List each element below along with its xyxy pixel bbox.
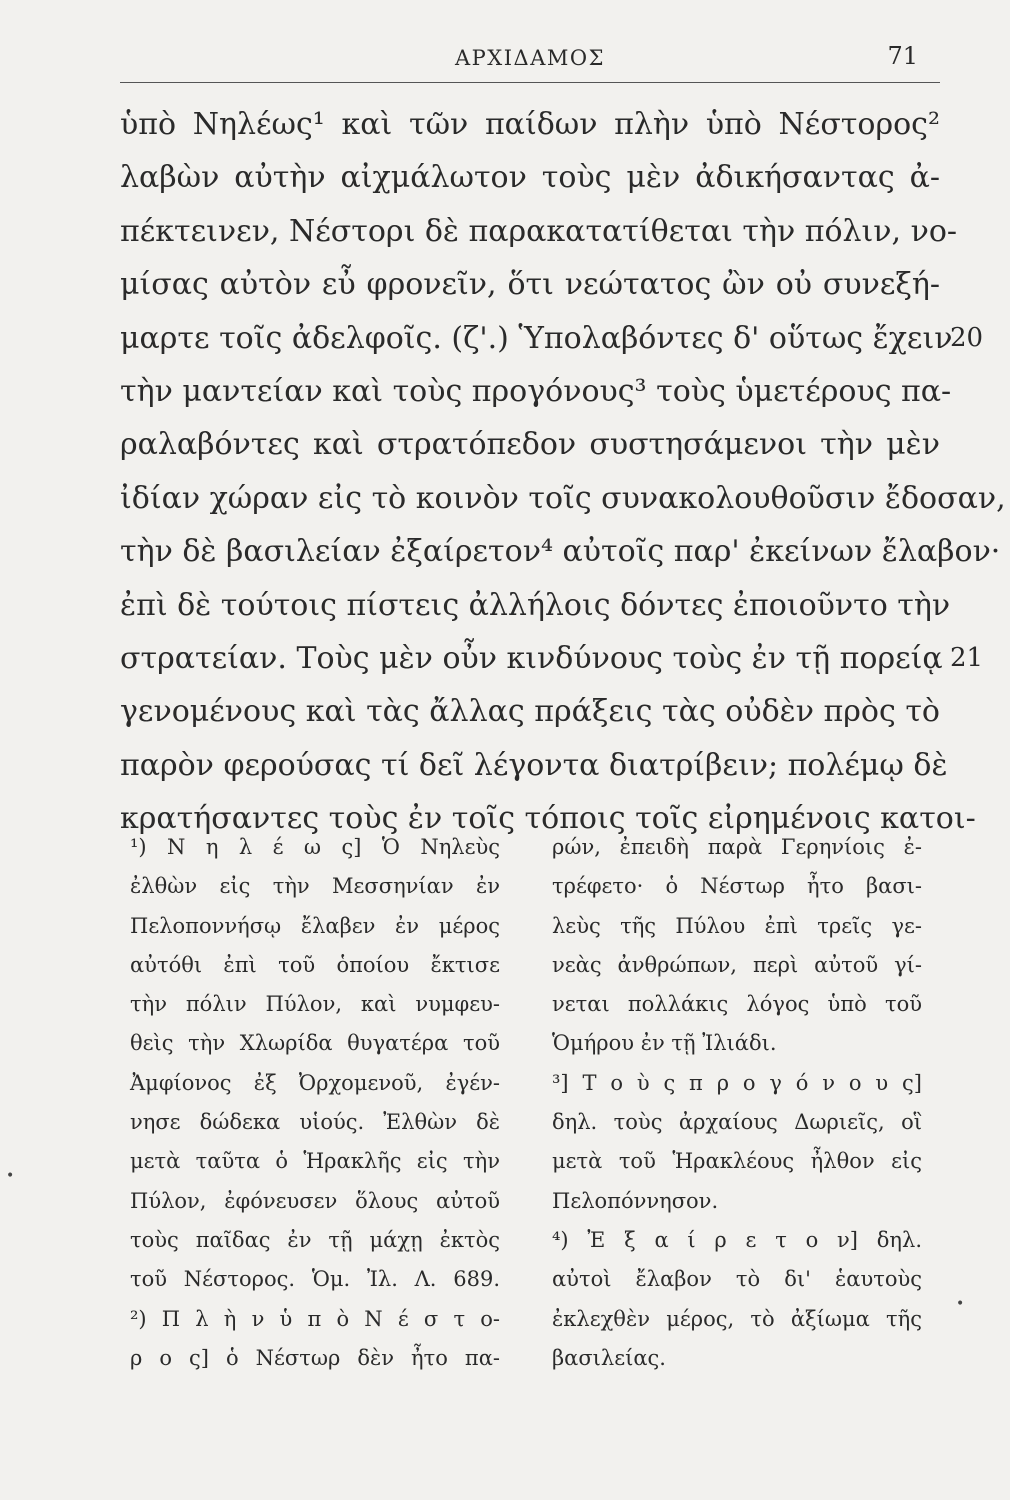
footnote-line: ²) Π λ ὴ ν ὑ π ὸ Ν έ σ τ ο- [130,1306,500,1331]
footnote-line: Ὁμήρου ἐν τῇ Ἰλιάδι. [552,1031,777,1056]
page-number: 71 [887,42,918,70]
footnote-line: δηλ. τοὺς ἀρχαίους Δωριεῖς, οἳ [552,1110,922,1135]
header-rule [120,82,940,83]
footnote-line: τὴν πόλιν Πύλον, καὶ νυμφευ- [130,992,500,1017]
footnote-line: νεται πολλάκις λόγος ὑπὸ τοῦ [552,992,922,1017]
main-text-line: ὑπὸ Νηλέως¹ καὶ τῶν παίδων πλὴν ὑπὸ Νέστορος² [120,107,940,142]
main-text-line: τὴν μαντείαν καὶ τοὺς προγόνους³ τοὺς ὑμετέρους πα- [120,373,952,409]
main-text-line: ἐπὶ δὲ τούτοις πίστεις ἀλλήλοις δόντες ἐποιοῦντο τὴν [120,587,951,623]
footnote-line: νεὰς ἀνθρώπων, περὶ αὐτοῦ γί- [552,952,922,977]
footnote-line: Πελοποννήσῳ ἔλαβεν ἐν μέρος [130,913,500,938]
footnote-line: ⁴) Ἐ ξ α ί ρ ε τ ο ν] δηλ. [552,1227,922,1252]
footnote-line: θεὶς τὴν Χλωρίδα θυγατέρα τοῦ [130,1031,500,1056]
margin-speck: • [956,1296,965,1312]
main-text-line: μίσας αὐτὸν εὖ φρονεῖν, ὅτι νεώτατος ὢν οὐ συνεξή- [120,267,940,303]
footnote-line: ρών, ἐπειδὴ παρὰ Γερηνίοις ἐ- [552,835,922,859]
footnote-line: ¹) Ν η λ έ ω ς] Ὁ Νηλεὺς [130,835,500,859]
main-text-line: λαβὼν αὐτὴν αἰχμάλωτον τοὺς μὲν ἀδικήσαντας ἀ- [120,160,940,196]
footnote-line: Ἀμφίονος ἐξ Ὀρχομενοῦ, ἐγέν- [130,1070,500,1095]
main-text-line: κρατήσαντες τοὺς ἐν τοῖς τόποις τοῖς εἰρημένοις κατοι- [120,801,976,837]
footnote-line: νησε δώδεκα υἱούς. Ἐλθὼν δὲ [130,1110,500,1135]
main-text-line: στρατείαν. Τοὺς μὲν οὖν κινδύνους τοὺς ἐν τῇ πορείᾳ 21 [120,632,940,685]
main-text-line: τὴν δὲ βασιλείαν ἐξαίρετον⁴ αὐτοῖς παρ' ἐκείνων ἔλαβον· [120,534,1001,570]
main-text-line: παρὸν φερούσας τί δεῖ λέγοντα διατρίβειν; πολέμῳ δὲ [120,747,948,783]
footnote-line: ἐλθὼν εἰς τὴν Μεσσηνίαν ἐν [130,874,500,899]
footnote-line: ρ ο ς] ὁ Νέστωρ δὲν ἦτο πα- [130,1345,500,1370]
footnote-line: τοὺς παῖδας ἐν τῇ μάχῃ ἐκτὸς [130,1227,500,1252]
footnote-line: τρέφετο· ὁ Νέστωρ ἦτο βασι- [552,874,922,899]
main-text-line: γενομένους καὶ τὰς ἄλλας πράξεις τὰς οὐδὲν πρὸς τὸ [120,694,940,730]
footnote-line: Πύλον, ἐφόνευσεν ὅλους αὐτοῦ [130,1188,500,1213]
footnote-line: μετὰ ταῦτα ὁ Ἡρακλῆς εἰς τὴν [130,1149,500,1174]
margin-speck: • [6,1168,15,1184]
footnote-line: αὐτοὶ ἔλαβον τὸ δι' ἑαυτοὺς [552,1267,922,1292]
footnote-line: βασιλείας. [552,1345,666,1370]
main-text [120,98,1006,845]
main-text-line: μαρτε τοῖς ἀδελφοῖς. (ζ'.) Ὑπολαβόντες δ' οὕτως ἔχειν 20 [120,312,940,365]
main-text-line: ἰδίαν χώραν εἰς τὸ κοινὸν τοῖς συνακολουθοῦσιν ἔδοσαν, [120,480,1006,516]
running-title: ΑΡΧΙΔΑΜΟΣ [455,46,605,70]
footnote-line: ³] Τ ο ὺ ς π ρ ο γ ό ν ο υ ς] [552,1070,922,1095]
footnotes-left-column [130,828,500,1378]
section-number: 20 [950,322,984,353]
main-text-line: πέκτεινεν, Νέστορι δὲ παρακατατίθεται τὴν πόλιν, νο- [120,213,958,249]
footnote-line: ἐκλεχθὲν μέρος, τὸ ἀξίωμα τῆς [552,1306,922,1331]
section-number: 21 [950,642,984,673]
footnote-line: λεὺς τῆς Πύλου ἐπὶ τρεῖς γε- [552,913,922,938]
footnotes-right-column [552,828,922,1378]
footnote-line: Πελοπόννησον. [552,1188,719,1213]
footnote-line: τοῦ Νέστορος. Ὁμ. Ἰλ. Λ. 689. [130,1267,500,1292]
page-header [120,40,940,86]
footnote-line: μετὰ τοῦ Ἡρακλέους ἦλθον εἰς [552,1149,922,1174]
main-text-line: ραλαβόντες καὶ στρατόπεδον συστησάμενοι τὴν μὲν [120,427,940,463]
footnote-line: αὐτόθι ἐπὶ τοῦ ὁποίου ἔκτισε [130,952,500,977]
